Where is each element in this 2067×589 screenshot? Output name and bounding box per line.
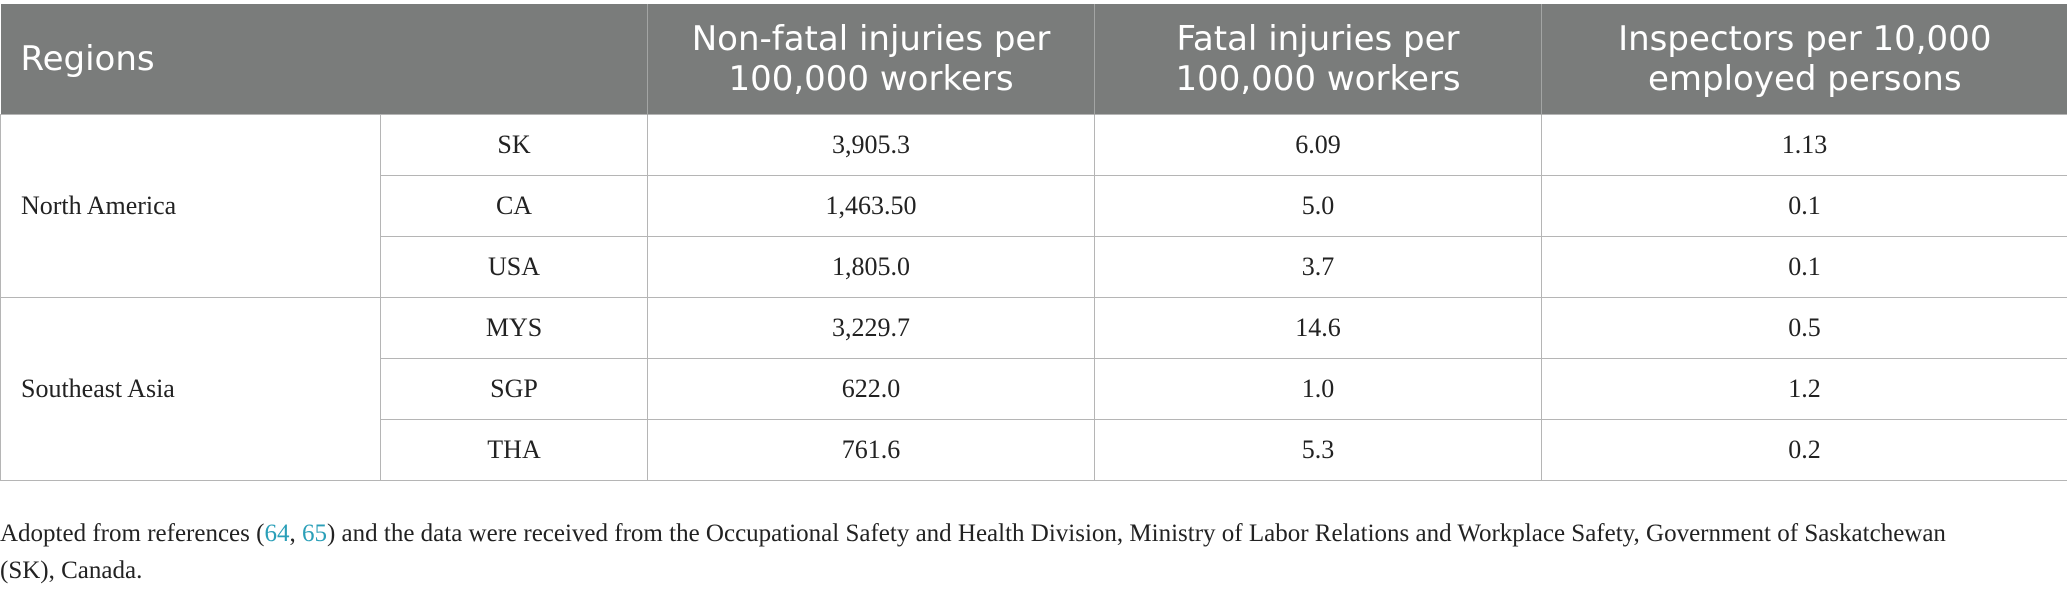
inspectors-cell: 0.1 — [1542, 236, 2067, 297]
header-regions: Regions — [1, 4, 648, 114]
country-cell: SGP — [381, 358, 648, 419]
injury-statistics-table — [0, 4, 2067, 481]
inspectors-cell: 0.5 — [1542, 297, 2067, 358]
nonfatal-cell: 1,805.0 — [648, 236, 1095, 297]
table-row — [1, 297, 2067, 358]
table-header — [1, 4, 2067, 114]
data-table-container — [0, 4, 2067, 481]
fatal-cell: 5.0 — [1095, 175, 1542, 236]
footnote-suffix: ) and the data were received from the Occupational Safety and Health Division, Ministry of Labor Relations and Workplace Safety, Government of Saskatchewan (SK), Canada. — [0, 520, 1946, 584]
footnote-prefix: Adopted from references ( — [0, 520, 264, 547]
country-cell: THA — [381, 419, 648, 480]
country-cell: USA — [381, 236, 648, 297]
region-cell-southeast-asia: Southeast Asia — [1, 297, 381, 480]
header-inspectors: Inspectors per 10,000 employed persons — [1542, 4, 2067, 114]
country-cell: SK — [381, 114, 648, 175]
nonfatal-cell: 3,229.7 — [648, 297, 1095, 358]
fatal-cell: 3.7 — [1095, 236, 1542, 297]
region-cell-north-america: North America — [1, 114, 381, 297]
table-body — [1, 114, 2067, 480]
nonfatal-cell: 761.6 — [648, 419, 1095, 480]
inspectors-cell: 0.1 — [1542, 175, 2067, 236]
fatal-cell: 1.0 — [1095, 358, 1542, 419]
nonfatal-cell: 3,905.3 — [648, 114, 1095, 175]
country-cell: MYS — [381, 297, 648, 358]
inspectors-cell: 0.2 — [1542, 419, 2067, 480]
fatal-cell: 5.3 — [1095, 419, 1542, 480]
reference-link-64[interactable]: 64 — [264, 520, 289, 547]
reference-link-65[interactable]: 65 — [302, 520, 327, 547]
inspectors-cell: 1.2 — [1542, 358, 2067, 419]
table-footnote — [0, 515, 2000, 589]
fatal-cell: 14.6 — [1095, 297, 1542, 358]
header-nonfatal-injuries: Non-fatal injuries per 100,000 workers — [648, 4, 1095, 114]
footnote-separator: , — [289, 520, 302, 547]
nonfatal-cell: 1,463.50 — [648, 175, 1095, 236]
nonfatal-cell: 622.0 — [648, 358, 1095, 419]
country-cell: CA — [381, 175, 648, 236]
fatal-cell: 6.09 — [1095, 114, 1542, 175]
inspectors-cell: 1.13 — [1542, 114, 2067, 175]
header-fatal-injuries: Fatal injuries per 100,000 workers — [1095, 4, 1542, 114]
table-row — [1, 114, 2067, 175]
